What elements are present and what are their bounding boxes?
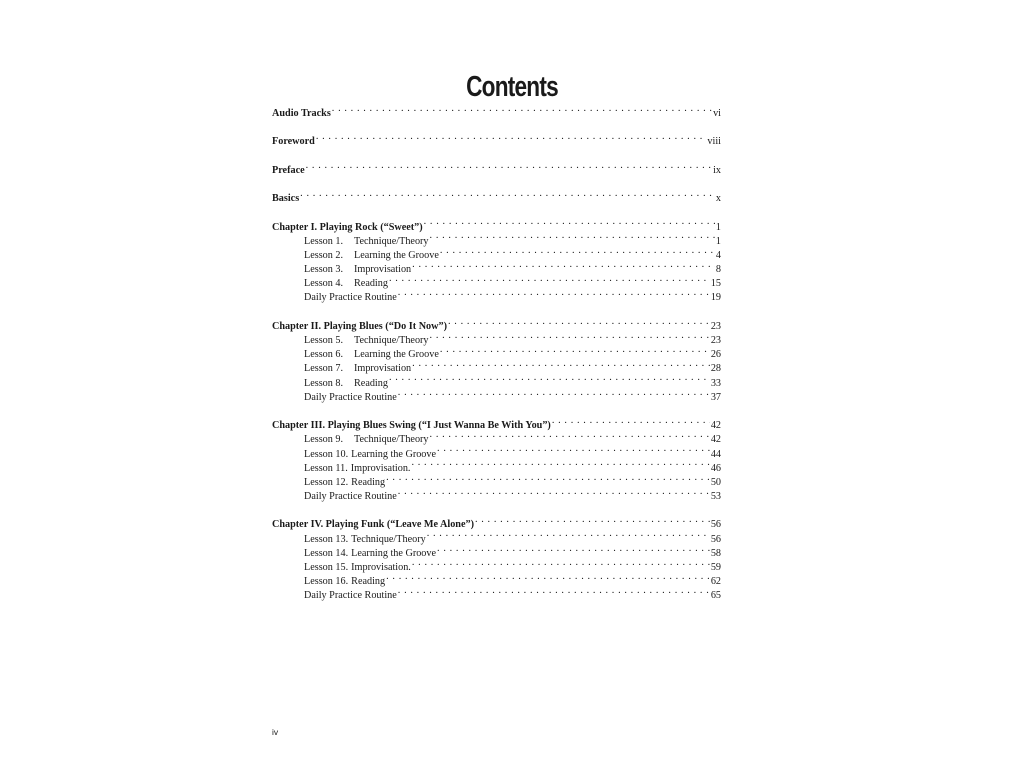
lesson-title: Improvisation: [354, 264, 412, 276]
chapter-title: Chapter I. Playing Rock (“Sweet”): [272, 221, 423, 233]
lesson-number: Lesson 4.: [304, 278, 344, 290]
dot-leader: [398, 489, 710, 499]
chapter-title: Chapter IV. Playing Funk (“Leave Me Alone”): [272, 519, 474, 531]
lesson-title: Technique/Theory: [351, 533, 426, 545]
dot-leader: [398, 390, 710, 400]
toc-entry-page: 65: [710, 590, 721, 602]
lesson-title: Daily Practice Routine: [304, 491, 397, 503]
toc-entry-page: 15: [710, 278, 721, 290]
toc-chapter-1[interactable]: [272, 220, 721, 234]
lesson-number: Lesson 9.: [304, 434, 344, 446]
toc-entry-page: 53: [710, 491, 721, 503]
toc-lesson-6[interactable]: [272, 347, 721, 361]
dot-leader: [306, 163, 712, 173]
toc-entry-page: 59: [710, 562, 721, 573]
lesson-title: Reading: [351, 576, 386, 588]
toc-chapter-4[interactable]: [272, 517, 721, 531]
toc-entry-page: 37: [710, 391, 721, 403]
lesson-number: Lesson 12.: [304, 476, 349, 488]
lesson-number: Lesson 1.: [304, 235, 344, 247]
dot-leader: [427, 532, 710, 542]
toc-chapter-2[interactable]: [272, 319, 721, 333]
dot-leader: [389, 276, 710, 286]
dot-leader: [398, 290, 710, 300]
lesson-number: Lesson 14.: [304, 547, 349, 559]
toc-entry-page: 19: [710, 292, 721, 304]
dot-leader: [448, 319, 710, 329]
toc-entry-page: 26: [710, 349, 721, 361]
lesson-number: Lesson 2.: [304, 249, 344, 261]
dot-leader: [437, 447, 710, 457]
toc-entry-page: 58: [710, 547, 721, 559]
toc-entry-page: 56: [710, 519, 721, 531]
dot-leader: [412, 560, 710, 570]
lesson-title: Technique/Theory: [354, 235, 429, 247]
page-title: Contents: [466, 71, 558, 103]
dot-leader: [316, 134, 707, 144]
toc-entry-page: 44: [710, 448, 721, 460]
dot-leader: [411, 461, 709, 471]
toc-entry-page: 4: [715, 249, 721, 261]
lesson-number: Lesson 6.: [304, 349, 344, 361]
chapter-title: Chapter II. Playing Blues (“Do It Now”): [272, 320, 447, 332]
toc-practice-routine-1[interactable]: [272, 290, 721, 304]
toc-entry-page: 1: [715, 221, 721, 233]
toc-lesson-14[interactable]: [272, 546, 721, 560]
toc-lesson-5[interactable]: [272, 333, 721, 347]
lesson-title: Improvisation.: [351, 562, 411, 573]
dot-leader: [332, 106, 712, 116]
toc-entry-page: 1: [715, 235, 721, 247]
toc-entry-page: 56: [710, 533, 721, 545]
toc-lesson-8[interactable]: [272, 376, 721, 390]
toc-lesson-11[interactable]: [272, 461, 721, 475]
toc-entry-page: 28: [710, 363, 721, 375]
toc-lesson-1[interactable]: [272, 234, 721, 248]
toc-entry-page: 23: [710, 335, 721, 346]
toc-entry-page: 62: [710, 576, 721, 588]
lesson-number: Lesson 15.: [304, 562, 349, 573]
lesson-title: Learning the Groove: [354, 349, 439, 361]
toc-entry-page: 50: [710, 476, 721, 488]
dot-leader: [389, 376, 710, 386]
lesson-title: Daily Practice Routine: [304, 590, 397, 602]
lesson-title: Learning the Groove: [351, 448, 437, 460]
toc-practice-routine-4[interactable]: [272, 588, 721, 602]
lesson-number: Lesson 5.: [304, 335, 344, 346]
dot-leader: [475, 517, 710, 527]
dot-leader: [430, 234, 715, 244]
table-of-contents: [272, 106, 721, 603]
toc-entry-label: Basics: [272, 193, 300, 205]
lesson-title: Learning the Groove: [354, 249, 439, 261]
dot-leader: [386, 574, 710, 584]
toc-lesson-2[interactable]: [272, 248, 721, 262]
lesson-number: Lesson 11.: [304, 462, 348, 474]
lesson-title: Improvisation: [354, 363, 412, 375]
lesson-title: Reading: [354, 278, 388, 290]
lesson-title: Reading: [354, 377, 388, 389]
toc-lesson-13[interactable]: [272, 532, 721, 546]
dot-leader: [300, 191, 715, 201]
toc-lesson-9[interactable]: [272, 432, 721, 446]
toc-entry-page: viii: [707, 136, 721, 148]
page-number-folio: iv: [272, 727, 279, 737]
dot-leader: [412, 262, 715, 272]
toc-entry-basics[interactable]: [272, 191, 721, 205]
dot-leader: [430, 432, 710, 442]
toc-entry-page: 8: [715, 264, 721, 276]
lesson-title: Daily Practice Routine: [304, 391, 397, 403]
toc-entry-page: 46: [710, 462, 721, 474]
lesson-number: Lesson 3.: [304, 264, 344, 276]
dot-leader: [552, 418, 710, 428]
toc-lesson-7[interactable]: [272, 361, 721, 375]
dot-leader: [430, 333, 710, 343]
lesson-title: Reading: [351, 476, 386, 488]
dot-leader: [424, 220, 715, 230]
toc-entry-page: 33: [710, 377, 721, 389]
toc-lesson-16[interactable]: [272, 574, 721, 588]
toc-lesson-4[interactable]: [272, 276, 721, 290]
chapter-title: Chapter III. Playing Blues Swing (“I Just Wanna Be With You”): [272, 420, 551, 432]
toc-entry-preface[interactable]: [272, 163, 721, 177]
lesson-title: Learning the Groove: [351, 547, 437, 559]
toc-entry-page: ix: [713, 164, 721, 176]
toc-practice-routine-3[interactable]: [272, 489, 721, 503]
toc-entry-label: Preface: [272, 164, 305, 176]
toc-entry-foreword[interactable]: [272, 134, 721, 148]
lesson-title: Daily Practice Routine: [304, 292, 397, 304]
dot-leader: [437, 546, 710, 556]
lesson-number: Lesson 7.: [304, 363, 344, 375]
lesson-number: Lesson 16.: [304, 576, 349, 588]
toc-chapter-3[interactable]: [272, 418, 721, 432]
toc-lesson-10[interactable]: [272, 447, 721, 461]
lesson-title: Technique/Theory: [354, 434, 429, 446]
lesson-number: Lesson 13.: [304, 533, 349, 545]
dot-leader: [440, 248, 715, 258]
toc-entry-page: 42: [710, 420, 721, 432]
toc-entry-page: 23: [710, 320, 721, 332]
dot-leader: [398, 588, 710, 598]
lesson-number: Lesson 10.: [304, 448, 349, 460]
toc-lesson-15[interactable]: [272, 560, 721, 574]
toc-entry-page: x: [715, 193, 721, 205]
dot-leader: [412, 361, 710, 371]
toc-lesson-12[interactable]: [272, 475, 721, 489]
toc-entry-page: 42: [710, 434, 721, 446]
toc-entry-audio-tracks[interactable]: [272, 106, 721, 120]
toc-entry-page: vi: [713, 108, 721, 119]
lesson-number: Lesson 8.: [304, 377, 344, 389]
toc-entry-label: Audio Tracks: [272, 108, 331, 119]
dot-leader: [386, 475, 710, 485]
lesson-title: Technique/Theory: [354, 335, 429, 346]
lesson-title: Improvisation.: [350, 462, 411, 474]
toc-lesson-3[interactable]: [272, 262, 721, 276]
toc-practice-routine-2[interactable]: [272, 390, 721, 404]
toc-entry-label: Foreword: [272, 136, 315, 148]
dot-leader: [440, 347, 710, 357]
